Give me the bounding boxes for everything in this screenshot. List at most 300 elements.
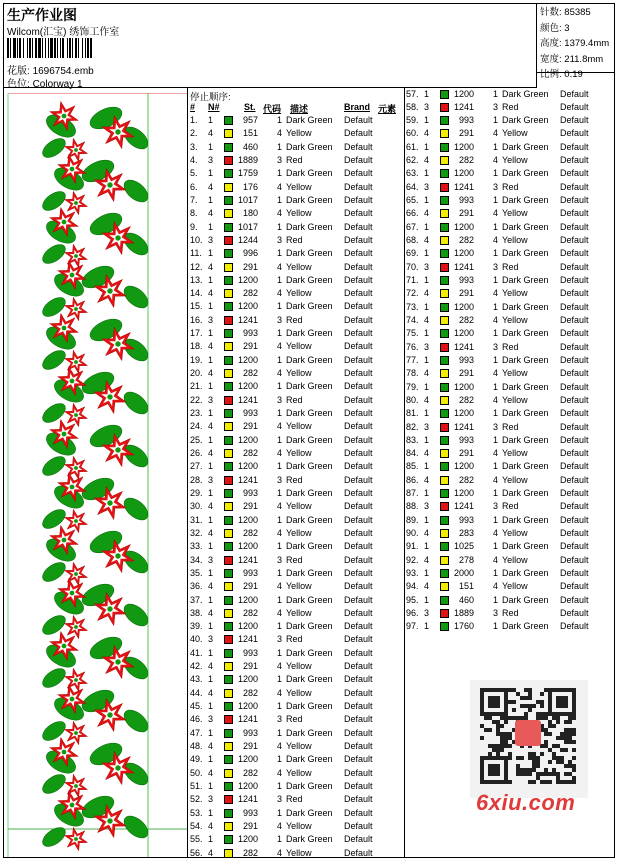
row-brand: Default	[344, 168, 373, 179]
row-number: 86.	[406, 474, 419, 485]
row-description: Dark Green	[286, 674, 333, 685]
row-code: 1	[277, 408, 283, 419]
row-description: Yellow	[502, 235, 528, 246]
row-description: Dark Green	[286, 461, 333, 472]
row-needle: 1	[208, 194, 214, 205]
row-needle: 1	[424, 115, 430, 126]
row-needle: 1	[424, 594, 430, 605]
row-stitches: 1889	[237, 154, 258, 165]
row-brand: Default	[560, 381, 589, 392]
row-description: Yellow	[502, 554, 528, 565]
row-number: 51.	[190, 781, 203, 791]
row-description: Dark Green	[502, 594, 549, 605]
stop-sequence-title: 停止顺序:	[190, 92, 231, 103]
row-description: Dark Green	[502, 328, 549, 339]
row-description: Yellow	[286, 607, 312, 618]
row-number: 52.	[190, 794, 203, 805]
row-number: 90.	[406, 528, 419, 539]
row-number: 76.	[406, 341, 419, 352]
row-needle: 1	[208, 461, 214, 472]
color-swatch	[440, 103, 449, 112]
row-needle: 3	[208, 314, 214, 325]
row-number: 35.	[190, 567, 203, 578]
color-swatch	[224, 249, 233, 258]
row-brand: Default	[344, 368, 373, 379]
row-number: 65.	[406, 195, 419, 206]
row-needle: 4	[424, 581, 430, 592]
row-brand: Default	[560, 248, 589, 259]
color-swatch	[440, 316, 449, 325]
col-header-needle: N#	[208, 102, 220, 112]
row-description: Dark Green	[286, 115, 333, 125]
row-description: Yellow	[286, 448, 312, 458]
color-swatch	[224, 782, 233, 791]
row-needle: 4	[208, 181, 214, 192]
row-stitches: 282	[242, 448, 258, 458]
row-description: Dark Green	[286, 168, 333, 179]
row-code: 1	[277, 807, 283, 818]
row-needle: 4	[208, 767, 214, 778]
row-code: 4	[277, 181, 283, 192]
row-needle: 4	[424, 288, 430, 299]
row-brand: Default	[344, 381, 373, 392]
row-description: Red	[286, 234, 303, 245]
color-swatch	[440, 289, 449, 298]
row-stitches: 993	[242, 328, 258, 339]
row-code: 4	[277, 208, 283, 219]
row-number: 95.	[406, 594, 419, 605]
row-code: 1	[277, 221, 283, 232]
row-code: 3	[277, 314, 283, 325]
color-swatch	[440, 249, 449, 258]
color-swatch	[440, 263, 449, 272]
row-number: 36.	[190, 581, 203, 592]
row-needle: 4	[424, 394, 430, 405]
color-swatch	[440, 169, 449, 178]
row-needle: 1	[208, 221, 214, 232]
row-code: 4	[493, 128, 499, 139]
row-code: 4	[277, 527, 283, 538]
row-brand: Default	[560, 394, 589, 405]
row-code: 4	[277, 368, 283, 379]
row-brand: Default	[344, 434, 373, 445]
row-description: Dark Green	[286, 248, 333, 259]
row-needle: 3	[208, 154, 214, 165]
row-brand: Default	[560, 514, 589, 525]
stat-scale: 比例: 0.19	[540, 69, 583, 81]
row-needle: 1	[208, 141, 214, 152]
row-needle: 1	[208, 115, 214, 125]
row-stitches: 151	[458, 581, 474, 592]
color-swatch	[440, 476, 449, 485]
color-swatch	[440, 369, 449, 378]
color-swatch	[224, 622, 233, 631]
row-needle: 1	[208, 701, 214, 712]
row-needle: 1	[208, 168, 214, 179]
row-needle: 1	[424, 514, 430, 525]
row-brand: Default	[560, 101, 589, 112]
row-description: Dark Green	[286, 194, 333, 205]
color-swatch	[224, 489, 233, 498]
row-brand: Default	[560, 474, 589, 485]
qr-code	[470, 680, 588, 798]
row-code: 1	[493, 328, 499, 339]
row-code: 1	[277, 328, 283, 339]
row-needle: 1	[424, 381, 430, 392]
row-code: 1	[493, 408, 499, 419]
row-number: 50.	[190, 767, 203, 778]
row-brand: Default	[344, 674, 373, 685]
row-stitches: 291	[242, 421, 258, 432]
row-code: 4	[493, 528, 499, 539]
row-description: Dark Green	[502, 248, 549, 259]
row-description: Dark Green	[286, 541, 333, 552]
colorway-line	[7, 75, 83, 90]
row-stitches: 1200	[237, 381, 258, 392]
row-description: Yellow	[286, 767, 312, 778]
row-description: Yellow	[502, 368, 528, 379]
row-code: 4	[493, 474, 499, 485]
file-name: 1696754.emb	[32, 66, 94, 77]
row-stitches: 993	[458, 115, 474, 126]
color-swatch	[440, 343, 449, 352]
row-description: Dark Green	[286, 647, 333, 658]
row-description: Dark Green	[502, 541, 549, 552]
color-swatch	[224, 649, 233, 658]
color-swatch	[224, 529, 233, 538]
color-swatch	[224, 822, 233, 831]
row-stitches: 291	[242, 501, 258, 512]
col-header-code: 代码	[263, 104, 282, 114]
color-swatch	[224, 116, 233, 125]
row-needle: 4	[424, 528, 430, 539]
row-code: 1	[493, 301, 499, 312]
row-number: 93.	[406, 568, 419, 579]
row-number: 19.	[190, 354, 203, 365]
row-needle: 4	[208, 288, 214, 299]
row-brand: Default	[344, 341, 373, 352]
row-stitches: 1200	[453, 301, 474, 312]
file-label: 花版:	[7, 66, 30, 77]
row-description: Dark Green	[286, 434, 333, 445]
row-needle: 4	[208, 741, 214, 752]
color-swatch	[224, 356, 233, 365]
row-stitches: 282	[242, 687, 258, 698]
row-code: 1	[493, 434, 499, 445]
row-stitches: 1200	[453, 408, 474, 419]
row-number: 66.	[406, 208, 419, 219]
row-brand: Default	[560, 621, 589, 632]
row-brand: Default	[344, 754, 373, 765]
row-number: 22.	[190, 394, 203, 405]
row-number: 30.	[190, 501, 203, 512]
row-brand: Default	[560, 581, 589, 592]
row-description: Dark Green	[502, 274, 549, 285]
row-needle: 4	[208, 261, 214, 272]
row-needle: 1	[208, 621, 214, 632]
row-description: Dark Green	[286, 141, 333, 152]
row-description: Dark Green	[286, 567, 333, 578]
row-code: 1	[493, 354, 499, 365]
row-description: Red	[286, 314, 303, 325]
row-needle: 1	[424, 488, 430, 499]
row-stitches: 1241	[237, 474, 258, 485]
row-needle: 3	[208, 634, 214, 645]
color-swatch	[224, 729, 233, 738]
row-number: 59.	[406, 115, 419, 126]
row-code: 1	[493, 568, 499, 579]
row-description: Dark Green	[286, 381, 333, 392]
row-code: 1	[277, 115, 283, 125]
row-needle: 3	[424, 501, 430, 512]
row-code: 3	[277, 714, 283, 725]
row-code: 4	[277, 661, 283, 672]
row-number: 28.	[190, 474, 203, 485]
col-header-desc: 描述	[290, 104, 309, 114]
color-swatch	[224, 436, 233, 445]
color-swatch	[224, 809, 233, 818]
row-description: Yellow	[502, 208, 528, 219]
row-number: 57.	[406, 88, 419, 99]
row-brand: Default	[344, 154, 373, 165]
row-number: 34.	[190, 554, 203, 565]
row-needle: 1	[208, 381, 214, 392]
row-stitches: 1760	[453, 621, 474, 632]
page-title: 生产作业图	[7, 7, 77, 23]
stat-height: 高度: 1379.4mm	[540, 38, 610, 50]
row-stitches: 2000	[453, 568, 474, 579]
row-description: Dark Green	[286, 221, 333, 232]
row-stitches: 993	[458, 195, 474, 206]
row-code: 4	[277, 501, 283, 512]
row-number: 2.	[190, 128, 198, 139]
row-brand: Default	[560, 448, 589, 459]
row-description: Red	[502, 421, 519, 432]
row-stitches: 460	[458, 594, 474, 605]
row-brand: Default	[344, 328, 373, 339]
row-number: 49.	[190, 754, 203, 765]
row-stitches: 282	[242, 288, 258, 299]
row-description: Red	[502, 261, 519, 272]
row-needle: 1	[208, 248, 214, 259]
row-code: 4	[277, 341, 283, 352]
row-brand: Default	[344, 647, 373, 658]
row-brand: Default	[560, 141, 589, 152]
row-number: 64.	[406, 181, 419, 192]
row-description: Dark Green	[502, 488, 549, 499]
row-code: 1	[277, 541, 283, 552]
color-swatch	[440, 436, 449, 445]
row-code: 4	[277, 288, 283, 299]
watermark-logo: 6xiu.com	[476, 790, 576, 815]
row-needle: 4	[424, 155, 430, 166]
row-number: 29.	[190, 487, 203, 498]
row-code: 4	[277, 581, 283, 592]
row-number: 80.	[406, 394, 419, 405]
row-brand: Default	[560, 88, 589, 99]
row-stitches: 282	[242, 847, 258, 858]
color-swatch	[440, 542, 449, 551]
row-description: Yellow	[502, 155, 528, 166]
row-number: 44.	[190, 687, 203, 698]
row-brand: Default	[560, 434, 589, 445]
row-code: 4	[277, 261, 283, 272]
row-brand: Default	[560, 221, 589, 232]
row-number: 54.	[190, 820, 203, 831]
row-code: 1	[277, 621, 283, 632]
row-description: Yellow	[502, 394, 528, 405]
row-number: 69.	[406, 248, 419, 259]
row-brand: Default	[560, 288, 589, 299]
color-swatch	[224, 849, 233, 858]
row-description: Dark Green	[286, 328, 333, 339]
row-number: 72.	[406, 288, 419, 299]
row-number: 27.	[190, 461, 203, 472]
color-swatch	[224, 556, 233, 565]
row-description: Red	[286, 794, 303, 805]
row-number: 78.	[406, 368, 419, 379]
stats-separator	[536, 3, 537, 88]
row-number: 81.	[406, 408, 419, 419]
row-description: Yellow	[286, 181, 312, 192]
row-brand: Default	[560, 368, 589, 379]
row-description: Dark Green	[502, 568, 549, 579]
row-code: 1	[493, 461, 499, 472]
row-number: 8.	[190, 208, 198, 219]
row-number: 13.	[190, 274, 203, 285]
stat-width: 宽度: 211.8mm	[540, 53, 604, 65]
row-stitches: 1200	[453, 461, 474, 472]
row-description: Dark Green	[286, 781, 333, 791]
row-stitches: 993	[242, 567, 258, 578]
color-swatch	[224, 795, 233, 804]
row-stitches: 291	[242, 741, 258, 752]
row-brand: Default	[344, 261, 373, 272]
row-stitches: 291	[242, 820, 258, 831]
row-code: 1	[277, 514, 283, 525]
row-code: 4	[277, 421, 283, 432]
row-stitches: 1200	[237, 621, 258, 632]
row-stitches: 1241	[453, 341, 474, 352]
row-number: 89.	[406, 514, 419, 525]
row-code: 4	[277, 741, 283, 752]
row-number: 82.	[406, 421, 419, 432]
row-number: 91.	[406, 541, 419, 552]
row-needle: 3	[208, 794, 214, 805]
row-needle: 4	[208, 128, 214, 139]
row-description: Dark Green	[502, 408, 549, 419]
color-swatch	[224, 342, 233, 351]
row-description: Dark Green	[502, 141, 549, 152]
row-description: Dark Green	[286, 301, 333, 312]
row-code: 3	[493, 341, 499, 352]
row-brand: Default	[344, 834, 373, 845]
row-needle: 1	[208, 434, 214, 445]
row-brand: Default	[560, 314, 589, 325]
row-needle: 3	[208, 714, 214, 725]
color-swatch	[440, 622, 449, 631]
row-needle: 4	[424, 128, 430, 139]
color-swatch	[224, 462, 233, 471]
row-code: 1	[277, 727, 283, 738]
row-needle: 3	[424, 607, 430, 618]
row-number: 60.	[406, 128, 419, 139]
row-needle: 3	[208, 554, 214, 565]
row-code: 4	[277, 767, 283, 778]
color-swatch	[224, 302, 233, 311]
row-number: 20.	[190, 368, 203, 379]
row-stitches: 993	[242, 408, 258, 419]
color-swatch	[440, 196, 449, 205]
row-number: 79.	[406, 381, 419, 392]
color-swatch	[440, 383, 449, 392]
row-code: 3	[277, 554, 283, 565]
row-needle: 1	[208, 514, 214, 525]
row-needle: 1	[208, 727, 214, 738]
row-number: 47.	[190, 727, 203, 738]
row-needle: 1	[424, 195, 430, 206]
row-number: 12.	[190, 261, 203, 272]
row-number: 55.	[190, 834, 203, 845]
row-code: 3	[277, 794, 283, 805]
row-code: 1	[493, 274, 499, 285]
row-number: 97.	[406, 621, 419, 632]
color-swatch	[440, 116, 449, 125]
row-brand: Default	[560, 195, 589, 206]
row-brand: Default	[344, 621, 373, 632]
row-stitches: 1200	[453, 381, 474, 392]
row-description: Yellow	[286, 261, 312, 272]
row-needle: 1	[424, 88, 430, 99]
row-stitches: 1200	[237, 754, 258, 765]
row-description: Red	[502, 181, 519, 192]
color-swatch	[440, 143, 449, 152]
row-brand: Default	[560, 208, 589, 219]
row-needle: 1	[208, 567, 214, 578]
row-brand: Default	[344, 714, 373, 725]
row-brand: Default	[344, 234, 373, 245]
table-column-separator	[404, 87, 405, 858]
row-number: 42.	[190, 661, 203, 672]
row-code: 4	[277, 448, 283, 458]
row-description: Yellow	[502, 448, 528, 459]
row-number: 56.	[190, 847, 203, 858]
row-number: 11.	[190, 248, 202, 259]
row-brand: Default	[560, 541, 589, 552]
row-description: Red	[502, 607, 519, 618]
row-stitches: 282	[458, 394, 474, 405]
color-swatch	[224, 742, 233, 751]
row-number: 46.	[190, 714, 203, 725]
color-swatch	[224, 422, 233, 431]
row-code: 4	[493, 314, 499, 325]
row-stitches: 1241	[237, 314, 258, 325]
row-brand: Default	[344, 607, 373, 618]
row-number: 74.	[406, 314, 419, 325]
row-needle: 4	[208, 687, 214, 698]
row-description: Yellow	[286, 208, 312, 219]
row-brand: Default	[344, 847, 373, 858]
row-needle: 1	[208, 328, 214, 339]
row-stitches: 282	[458, 155, 474, 166]
row-code: 1	[277, 434, 283, 445]
row-needle: 4	[208, 501, 214, 512]
color-swatch	[224, 329, 233, 338]
row-brand: Default	[344, 474, 373, 485]
row-code: 1	[493, 514, 499, 525]
color-swatch	[440, 596, 449, 605]
row-needle: 1	[208, 807, 214, 818]
